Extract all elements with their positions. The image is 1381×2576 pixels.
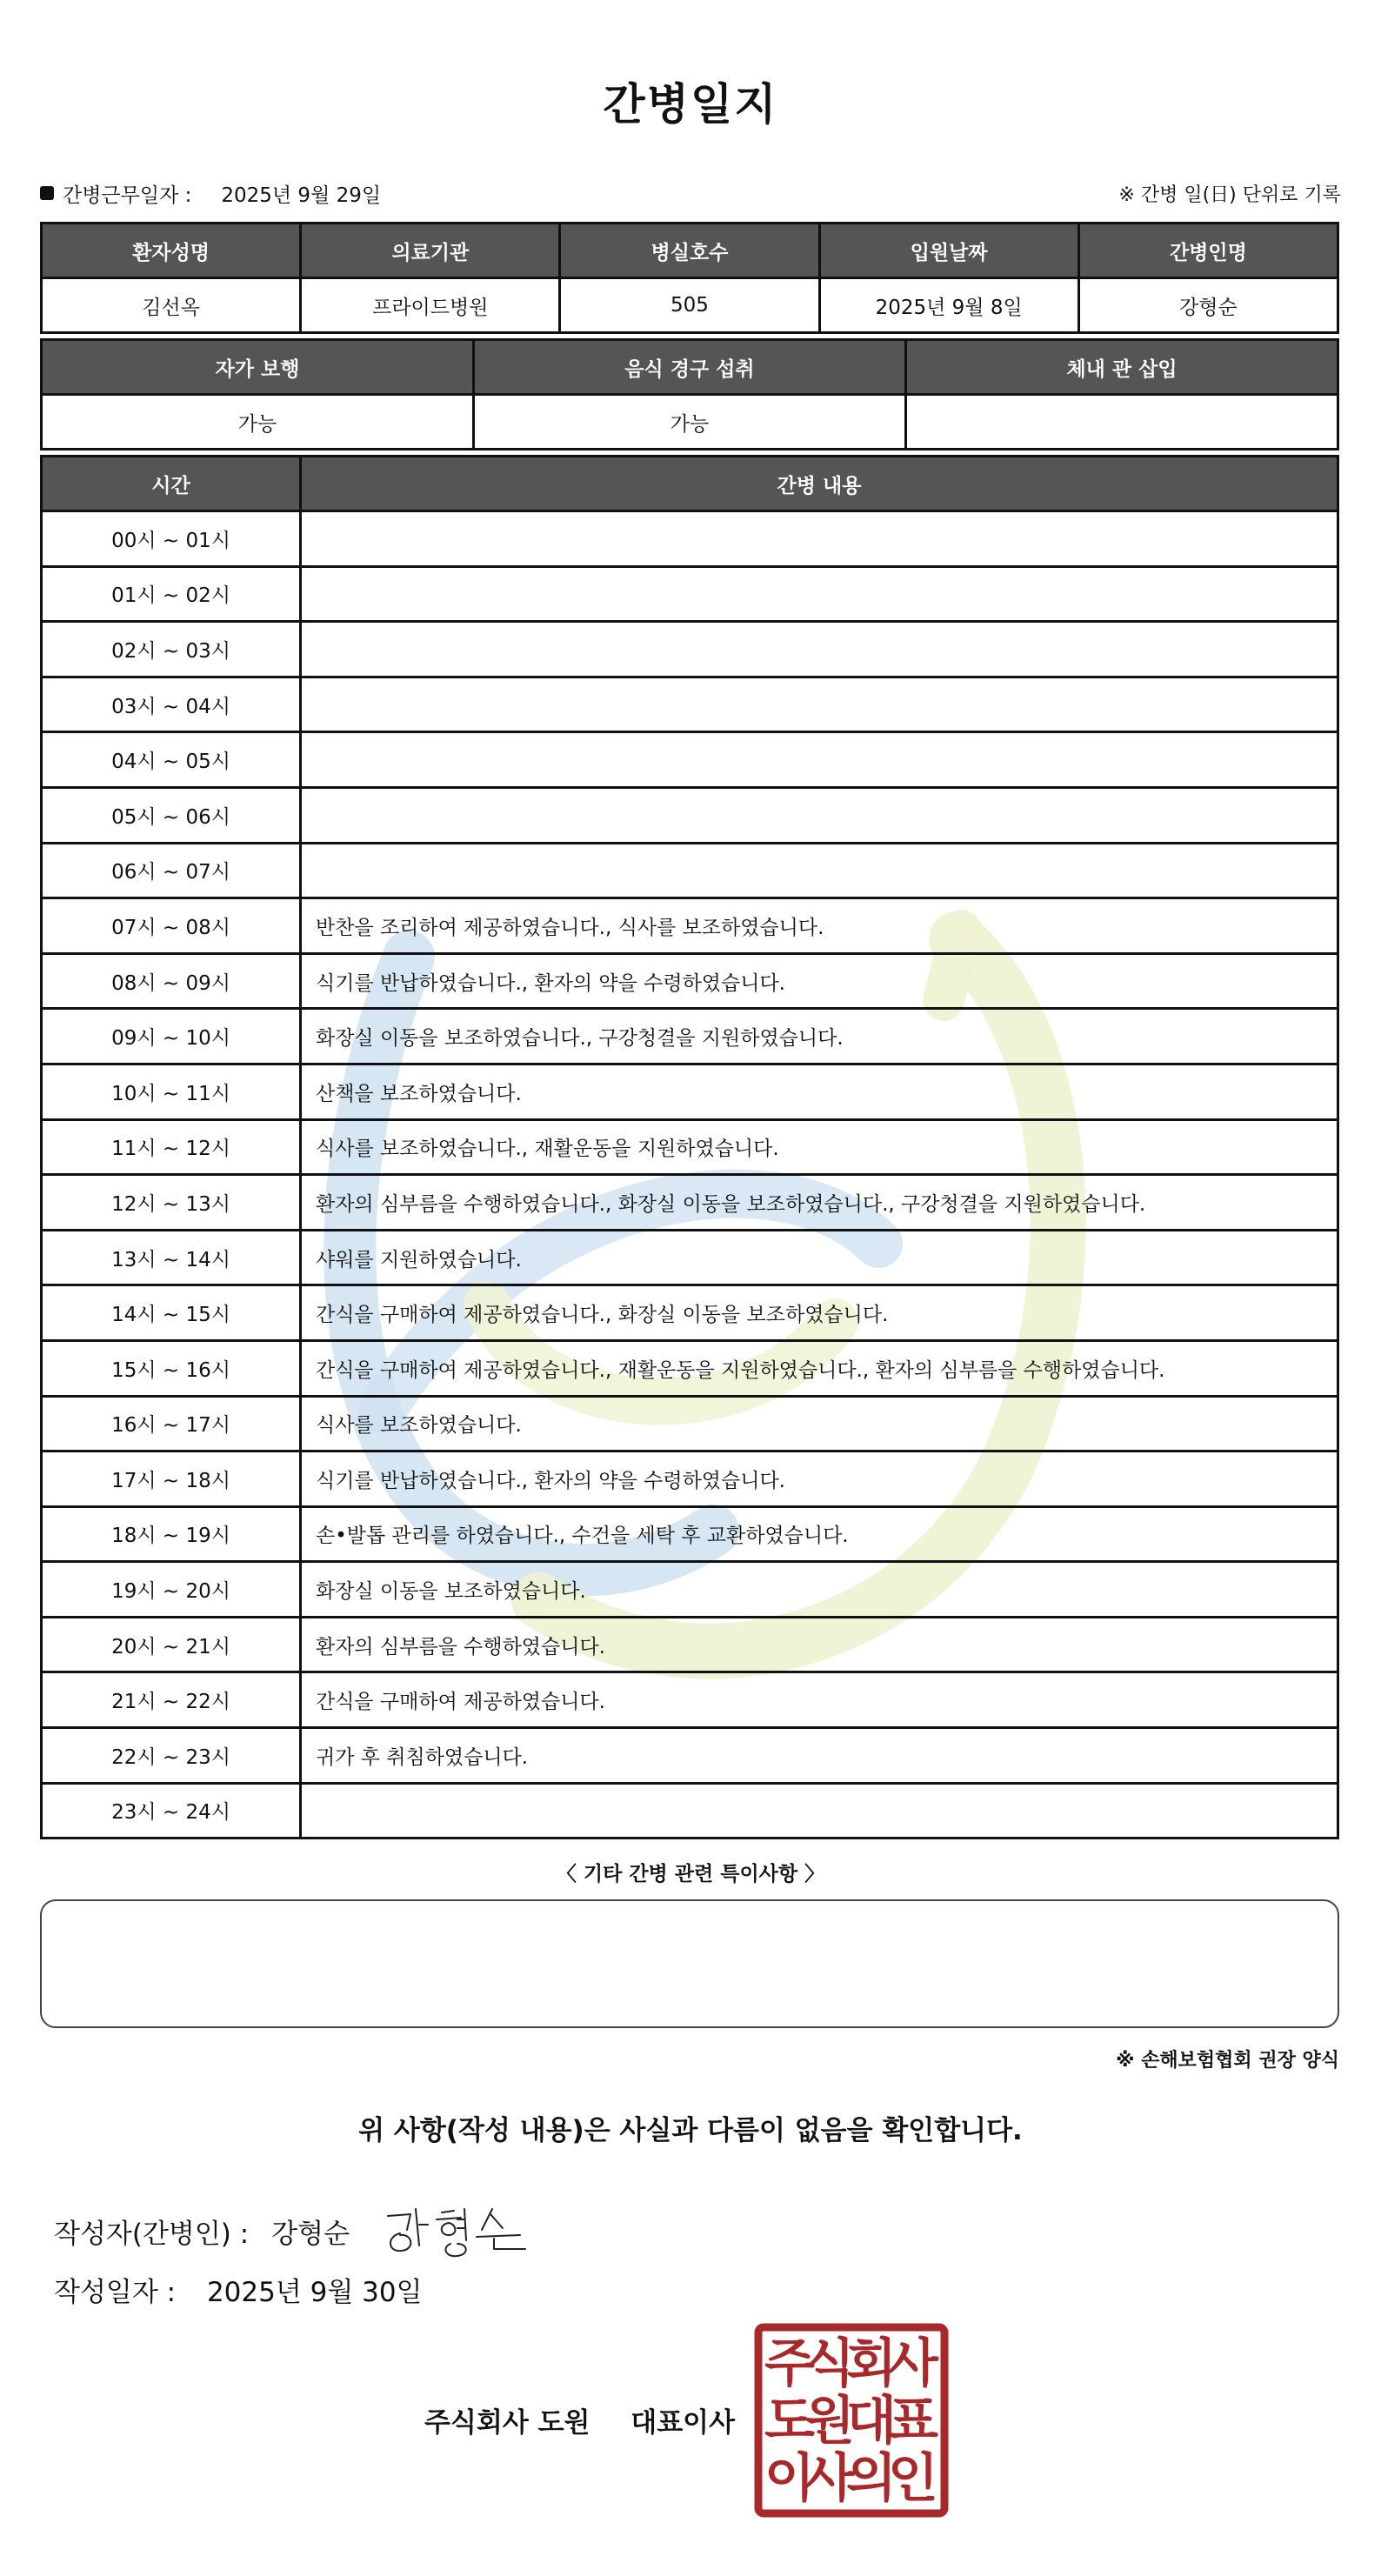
log-time: 05시 ~ 06시	[42, 787, 301, 843]
log-time: 09시 ~ 10시	[42, 1009, 301, 1064]
duty-date-label: 간병근무일자 :	[63, 184, 192, 207]
header-walking: 자가 보행	[42, 340, 474, 395]
log-row	[42, 1617, 1338, 1672]
log-row	[42, 1396, 1338, 1452]
author-row	[54, 2200, 537, 2261]
admission-date: 2025년 9월 8일	[819, 278, 1078, 333]
svg-text:의: 의	[846, 2448, 897, 2509]
notes-title: 〈 기타 간병 관련 특이사항 〉	[556, 1863, 825, 1885]
log-row	[42, 843, 1338, 898]
svg-text:식: 식	[804, 2333, 855, 2394]
log-row	[42, 677, 1338, 732]
log-time: 07시 ~ 08시	[42, 898, 301, 954]
log-row	[42, 1230, 1338, 1285]
log-time: 03시 ~ 04시	[42, 677, 301, 732]
header-admission-date: 입원날짜	[819, 224, 1078, 278]
log-row	[42, 1119, 1338, 1175]
log-row	[42, 732, 1338, 788]
confirmation-statement: 위 사항(작성 내용)은 사실과 다름이 없음을 확인합니다.	[358, 2115, 1023, 2146]
log-time: 00시 ~ 01시	[42, 511, 301, 567]
header-care-content: 간병 내용	[301, 457, 1338, 511]
log-content	[301, 677, 1338, 732]
log-row	[42, 787, 1338, 843]
written-date-value: 2025년 9월 30일	[206, 2277, 423, 2308]
log-content	[301, 622, 1338, 677]
log-time: 12시 ~ 13시	[42, 1175, 301, 1231]
oral-intake-status: 가능	[474, 395, 906, 450]
log-content: 산책을 보조하였습니다.	[301, 1064, 1338, 1119]
svg-text:도: 도	[764, 2391, 815, 2452]
svg-text:이: 이	[764, 2448, 815, 2509]
log-content	[301, 1783, 1338, 1839]
handwritten-signature	[381, 2200, 537, 2261]
log-content: 간식을 구매하여 제공하였습니다.	[301, 1672, 1338, 1728]
patient-info-table	[40, 222, 1339, 334]
written-date-label: 작성일자 :	[54, 2277, 177, 2308]
svg-text:인: 인	[888, 2448, 938, 2509]
log-content: 간식을 구매하여 제공하였습니다., 재활운동을 지원하였습니다., 환자의 심부름을 수행하였습니다.	[301, 1340, 1338, 1396]
log-content: 간식을 구매하여 제공하였습니다., 화장실 이동을 보조하였습니다.	[301, 1285, 1338, 1341]
duty-date-value: 2025년 9월 29일	[221, 184, 382, 207]
log-content	[301, 732, 1338, 788]
log-content: 반찬을 조리하여 제공하였습니다., 식사를 보조하였습니다.	[301, 898, 1338, 954]
log-time: 10시 ~ 11시	[42, 1064, 301, 1119]
log-time: 21시 ~ 22시	[42, 1672, 301, 1728]
header-hospital: 의료기관	[301, 224, 560, 278]
written-date-row	[54, 2270, 423, 2309]
log-time: 16시 ~ 17시	[42, 1396, 301, 1452]
log-time: 19시 ~ 20시	[42, 1562, 301, 1618]
header-patient-name: 환자성명	[42, 224, 301, 278]
caregiver-name: 강형순	[1078, 278, 1338, 333]
walking-status: 가능	[42, 395, 474, 450]
recommended-form-note: ※ 손해보험협회 권장 양식	[1116, 2050, 1339, 2072]
duty-date	[40, 179, 381, 208]
log-content: 식사를 보조하였습니다., 재활운동을 지원하였습니다.	[301, 1119, 1338, 1175]
log-time: 15시 ~ 16시	[42, 1340, 301, 1396]
care-log-rows	[42, 511, 1338, 1839]
svg-text:주: 주	[764, 2333, 815, 2394]
log-content	[301, 843, 1338, 898]
square-bullet-icon	[40, 186, 54, 200]
company-ceo-title: 대표이사	[630, 2407, 736, 2439]
company-name: 주식회사 도원	[424, 2407, 590, 2439]
log-content: 식사를 보조하였습니다.	[301, 1396, 1338, 1452]
header-oral-intake: 음식 경구 섭취	[474, 340, 906, 395]
svg-text:사: 사	[804, 2448, 855, 2509]
log-content: 식기를 반납하였습니다., 환자의 약을 수령하였습니다.	[301, 953, 1338, 1009]
log-time: 08시 ~ 09시	[42, 953, 301, 1009]
log-row	[42, 1175, 1338, 1231]
record-unit-note: ※ 간병 일(日) 단위로 기록	[1118, 184, 1341, 206]
company-seal	[753, 2322, 950, 2519]
log-content	[301, 566, 1338, 622]
log-time: 20시 ~ 21시	[42, 1617, 301, 1672]
log-row	[42, 1506, 1338, 1562]
tube-insertion-status	[906, 395, 1338, 450]
header-tube-insertion: 체내 관 삽입	[906, 340, 1338, 395]
log-content	[301, 511, 1338, 567]
notes-box	[40, 1899, 1339, 2028]
log-row	[42, 1562, 1338, 1618]
log-row	[42, 1672, 1338, 1728]
svg-text:표: 표	[888, 2391, 938, 2452]
log-time: 11시 ~ 12시	[42, 1119, 301, 1175]
log-time: 18시 ~ 19시	[42, 1506, 301, 1562]
header-caregiver: 간병인명	[1078, 224, 1338, 278]
log-time: 17시 ~ 18시	[42, 1452, 301, 1507]
log-row	[42, 1285, 1338, 1341]
log-time: 04시 ~ 05시	[42, 732, 301, 788]
log-row	[42, 1009, 1338, 1064]
author-label: 작성자(간병인) :	[54, 2218, 250, 2250]
log-time: 02시 ~ 03시	[42, 622, 301, 677]
svg-text:대: 대	[846, 2391, 897, 2452]
log-row	[42, 953, 1338, 1009]
care-log-table	[40, 455, 1339, 1839]
log-row	[42, 898, 1338, 954]
log-row	[42, 511, 1338, 567]
log-content: 귀가 후 취침하였습니다.	[301, 1728, 1338, 1784]
log-time: 14시 ~ 15시	[42, 1285, 301, 1341]
log-content: 샤워를 지원하였습니다.	[301, 1230, 1338, 1285]
log-content: 손•발톱 관리를 하였습니다., 수건을 세탁 후 교환하였습니다.	[301, 1506, 1338, 1562]
svg-text:원: 원	[804, 2391, 855, 2452]
log-time: 06시 ~ 07시	[42, 843, 301, 898]
log-time: 23시 ~ 24시	[42, 1783, 301, 1839]
hospital-name: 프라이드병원	[301, 278, 560, 333]
svg-text:사: 사	[888, 2333, 938, 2394]
header-room: 병실호수	[560, 224, 819, 278]
log-content: 화장실 이동을 보조하였습니다., 구강청결을 지원하였습니다.	[301, 1009, 1338, 1064]
log-time: 01시 ~ 02시	[42, 566, 301, 622]
log-content: 식기를 반납하였습니다., 환자의 약을 수령하였습니다.	[301, 1452, 1338, 1507]
author-name: 강형순	[271, 2218, 350, 2250]
log-row	[42, 1783, 1338, 1839]
meta-row	[40, 178, 1341, 208]
log-row	[42, 566, 1338, 622]
log-row	[42, 1340, 1338, 1396]
log-content: 화장실 이동을 보조하였습니다.	[301, 1562, 1338, 1618]
room-number: 505	[560, 278, 819, 333]
company-signature	[424, 2400, 735, 2439]
log-row	[42, 1064, 1338, 1119]
log-time: 13시 ~ 14시	[42, 1230, 301, 1285]
log-content: 환자의 심부름을 수행하였습니다.	[301, 1617, 1338, 1672]
log-time: 22시 ~ 23시	[42, 1728, 301, 1784]
log-row	[42, 1452, 1338, 1507]
svg-text:회: 회	[846, 2333, 897, 2394]
log-row	[42, 622, 1338, 677]
patient-name: 김선옥	[42, 278, 301, 333]
document-title: 간병일지	[603, 79, 778, 130]
log-content: 환자의 심부름을 수행하였습니다., 화장실 이동을 보조하였습니다., 구강청결을 지원하였습니다.	[301, 1175, 1338, 1231]
log-row	[42, 1728, 1338, 1784]
header-time: 시간	[42, 457, 301, 511]
patient-status-table	[40, 338, 1339, 450]
log-content	[301, 787, 1338, 843]
